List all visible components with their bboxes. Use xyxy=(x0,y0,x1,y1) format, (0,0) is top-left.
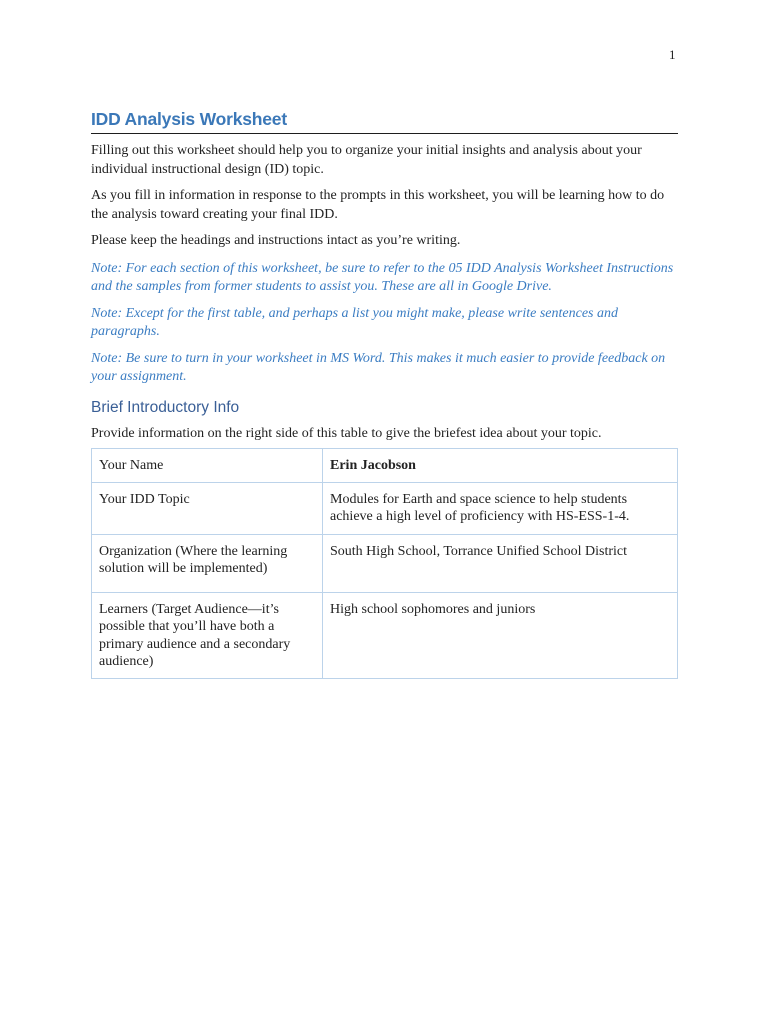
note-drive-instructions: Note: For each section of this worksheet, be sure to refer to the 05 IDD Analysis Worksheet Instructions and the samples from former students to assist you. These are all in Google Drive. xyxy=(91,260,674,294)
table-cell-value[interactable]: South High School, Torrance Unified School District xyxy=(323,534,678,592)
table-cell-label: Your Name xyxy=(92,449,323,483)
section-intro: Provide information on the right side of this table to give the briefest idea about your topic. xyxy=(91,425,602,441)
table-row xyxy=(92,592,678,678)
intro-info-table xyxy=(91,448,678,679)
intro-paragraph-3: Please keep the headings and instructions intact as you’re writing. xyxy=(91,233,461,248)
document-title: IDD Analysis Worksheet xyxy=(91,109,678,134)
table-cell-label: Learners (Target Audience—it’s possible that you’ll have both a primary audience and a secondary audience) xyxy=(92,592,323,678)
section-title: Brief Introductory Info xyxy=(91,398,240,416)
table-cell-label: Organization (Where the learning solution will be implemented) xyxy=(92,534,323,592)
intro-paragraph-2: As you fill in information in response to the prompts in this worksheet, you will be learning how to do the analysis toward creating your final IDD. xyxy=(91,188,665,222)
table-row xyxy=(92,482,678,534)
table-cell-value[interactable]: High school sophomores and juniors xyxy=(323,592,678,678)
note-write-sentences: Note: Except for the first table, and perhaps a list you might make, please write sentences and paragraphs. xyxy=(91,305,618,339)
intro-paragraph-1: Filling out this worksheet should help you to organize your initial insights and analysis about your individual instructional design (ID) topic. xyxy=(91,143,642,177)
table-cell-value[interactable]: Modules for Earth and space science to help students achieve a high level of proficiency with HS-ESS-1-4. xyxy=(323,482,678,534)
table-cell-value[interactable]: Erin Jacobson xyxy=(323,449,678,483)
table-row xyxy=(92,534,678,592)
table-cell-label: Your IDD Topic xyxy=(92,482,323,534)
table-row xyxy=(92,449,678,483)
page-number: 1 xyxy=(669,47,676,62)
note-ms-word: Note: Be sure to turn in your worksheet in MS Word. This makes it much easier to provide feedback on your assignment. xyxy=(91,350,666,384)
document-body xyxy=(91,109,678,679)
